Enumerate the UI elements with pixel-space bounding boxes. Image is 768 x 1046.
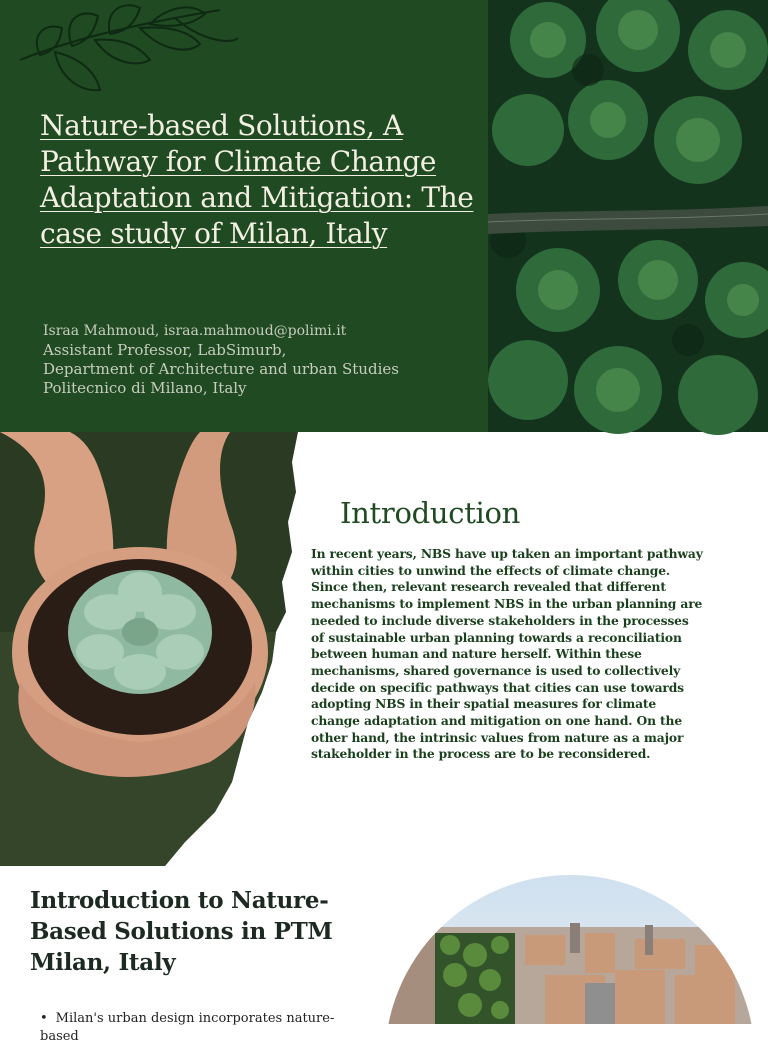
author-institution: Politecnico di Milano, Italy	[43, 379, 247, 397]
milan-vertical-forest-skyline-photo	[385, 875, 755, 1024]
aerial-forest-road-photo	[488, 0, 768, 432]
hands-holding-succulent-photo	[0, 432, 300, 866]
ptm-bullet-list	[40, 1010, 370, 1046]
list-item: • Milan's urban design incorporates nature-based	[40, 1010, 370, 1046]
hero-banner	[0, 0, 768, 432]
author-department: Department of Architecture and urban Studies	[43, 360, 399, 378]
author-name-email: Israa Mahmoud, israa.mahmoud@polimi.it	[43, 323, 347, 339]
leaf-branch-line-art	[0, 0, 240, 110]
author-block	[43, 322, 399, 398]
document-title: Nature-based Solutions, A Pathway for Climate Change Adaptation and Mitigation: The case study of Milan, Italy	[40, 109, 474, 250]
author-position: Assistant Professor, LabSimurb,	[43, 341, 287, 359]
introduction-body: In recent years, NBS have up taken an important pathway within cities to unwind the effects of climate change. Since then, relevant research revealed that different mechanisms to implement NBS in the urban planning are needed to include diverse stakeholders in the processes of sustainable urban planning towards a reconciliation between human and nature herself. Within these mechanisms, shared governance is used to collectively decide on specific pathways that cities can use towards adopting NBS in their spatial measures for climate change adaptation and mitigation on one hand. On the other hand, the intrinsic values from nature as a major stakeholder in the process are to be reconsidered.	[311, 546, 703, 762]
introduction-heading: Introduction	[340, 496, 521, 530]
ptm-section-heading: Introduction to Nature-Based Solutions in PTM Milan, Italy	[30, 887, 333, 976]
